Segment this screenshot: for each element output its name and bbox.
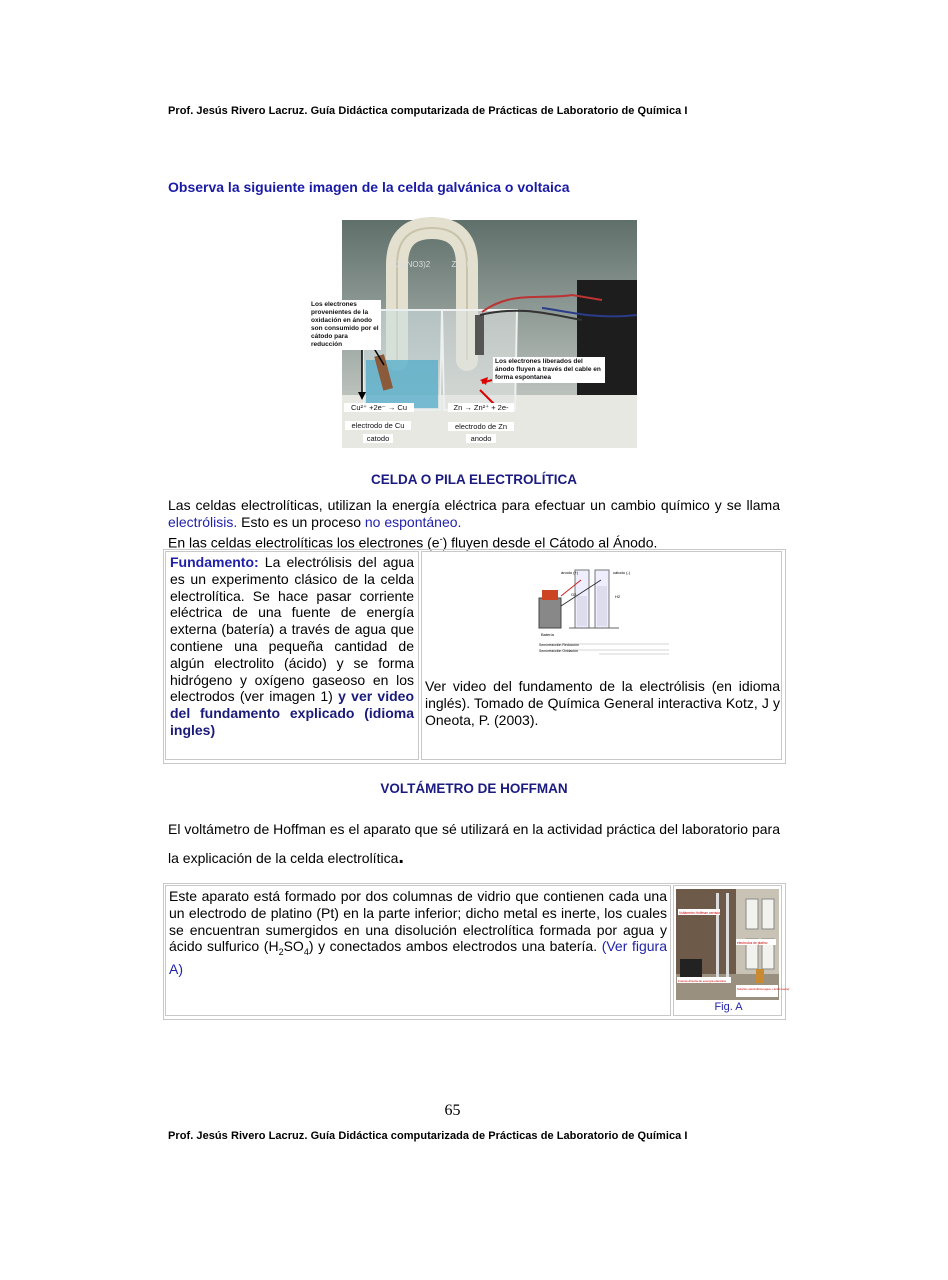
cu-solution-label: Cu(NO3)2 xyxy=(393,260,431,269)
galvanic-cell-illustration xyxy=(342,220,637,448)
diagram-label-cathode: cátodo (-) xyxy=(613,570,631,575)
page-number: 65 xyxy=(444,1102,461,1119)
hoffman-text-a: Este aparato está formado por dos columnas de vidrio que contienen cada una un electrodo de platino (Pt) en la parte inferior; dicho metal es inerte, los cuales se encuentran sumergidos en una disolución electrolítica formada por agua y ácido sulfurico (H xyxy=(169,888,667,955)
figura-a-link[interactable]: (Ver figura A) xyxy=(169,938,667,977)
cu-electrode-label: electrodo de Cu xyxy=(345,421,411,430)
page-header: Prof. Jesús Rivero Lacruz. Guía Didáctica computarizada de Prácticas de Laboratorio de Química I xyxy=(168,105,688,117)
fig-label-3: Fuente directa de energía eléctrica xyxy=(678,979,726,983)
zn-electrode-label: electrodo de Zn xyxy=(448,422,514,431)
section-title-hoffman: VOLTÁMETRO DE HOFFMAN xyxy=(380,781,568,796)
diagram-label-semi-red: Semirreacción Reducción xyxy=(539,643,579,647)
fig-label-2: electrodos de platino xyxy=(737,941,768,945)
electrolysis-diagram[interactable] xyxy=(539,566,679,658)
hoffman-sub2: 4 xyxy=(303,947,309,958)
hoffman-text-b: SO xyxy=(283,938,304,955)
hoffman-paragraph-period: . xyxy=(398,846,404,868)
callout-left: Los electrones provenientes de la oxidación en ánodo son consumido por el cátodo para reducción xyxy=(309,300,381,350)
diagram-label-anode: ánodo (+) xyxy=(561,570,579,575)
p1-text-b: Esto es un proceso xyxy=(237,514,365,530)
no-espontaneo-link[interactable]: no espontáneo. xyxy=(364,514,462,530)
callout-right: Los electrones liberados del ánodo fluyen a través del cable en forma espontanea xyxy=(493,357,605,383)
fig-label-1: Voltámetro Hoffman cerrado xyxy=(679,911,721,915)
fig-a-caption: Fig. A xyxy=(714,1001,743,1013)
diagram-label-semi-ox: Semirreacción Oxidación xyxy=(539,649,578,653)
electrolisis-link[interactable]: electrólisis. xyxy=(168,514,238,530)
page-footer: Prof. Jesús Rivero Lacruz. Guía Didáctica computarizada de Prácticas de Laboratorio de Química I xyxy=(168,1130,688,1142)
cu-equation: Cu²⁺ +2e⁻ → Cu xyxy=(344,403,414,412)
hoffman-sub1: 2 xyxy=(278,947,284,958)
cu-role-label: catodo xyxy=(363,434,393,443)
fig-label-4: Solución electrolítica (agua + ácido fuerte) xyxy=(737,987,790,991)
section-title-celda: CELDA O PILA ELECTROLÍTICA xyxy=(371,472,577,487)
zn-equation: Zn → Zn²⁺ + 2e- xyxy=(448,403,514,412)
p1-text-a: Las celdas electrolíticas, utilizan la energía eléctrica para efectuar un cambio químico y se llama xyxy=(168,497,780,513)
hoffman-apparatus-photo xyxy=(676,889,790,1000)
fundamento-text-cell xyxy=(165,551,419,760)
fundamento-text: La electrólisis del agua es un experimento clásico de la celda electrolítica. Se hace pasar corriente eléctrica de una fuente de energía externa (batería) a través de agua que contiene una pequeña cantidad de algún electrolito (ácido) y se forma hidrógeno y oxígeno gaseoso en los electrodos (ver imagen 1) xyxy=(170,554,414,705)
intro-heading: Observa la siguiente imagen de la celda galvánica o voltaica xyxy=(168,179,570,195)
fundamento-label: Fundamento: xyxy=(170,554,259,570)
p2-text-a: En las celdas electrolíticas los electrones (e xyxy=(168,534,440,551)
hoffman-paragraph xyxy=(168,815,780,872)
diagram-label-battery: Batería xyxy=(541,632,554,637)
diagram-label-hydrogen: H2 xyxy=(615,594,621,599)
fundamento-media-cell xyxy=(421,551,782,760)
hoffman-text-c: ) y conectados ambos electrodos una batería. xyxy=(308,938,602,955)
hoffman-text-cell xyxy=(165,885,671,1016)
diagram-label-oxygen: O2 xyxy=(571,592,577,597)
video-caption: Ver video del fundamento de la electrólisis (en idioma inglés). Tomado de Química General interactiva Kotz, J y Oneota, P. (2003). xyxy=(425,678,780,728)
galvanic-cell-image xyxy=(342,220,637,448)
p2-text-b: ) fluyen desde el Cátodo al Ánodo. xyxy=(442,534,658,551)
hoffman-figure-cell xyxy=(673,885,790,1016)
zn-solution-label: ZnCl2 xyxy=(451,260,473,269)
fundamento-video-link[interactable]: y ver video del fundamento explicado (idioma ingles) xyxy=(170,688,414,738)
zn-role-label: anodo xyxy=(466,434,496,443)
hoffman-paragraph-text: El voltámetro de Hoffman es el aparato que sé utilizará en la actividad práctica del laboratorio para la explicación de la celda electrolítica xyxy=(168,821,780,866)
intro-paragraph xyxy=(168,497,780,531)
p2-sup: - xyxy=(439,534,443,544)
